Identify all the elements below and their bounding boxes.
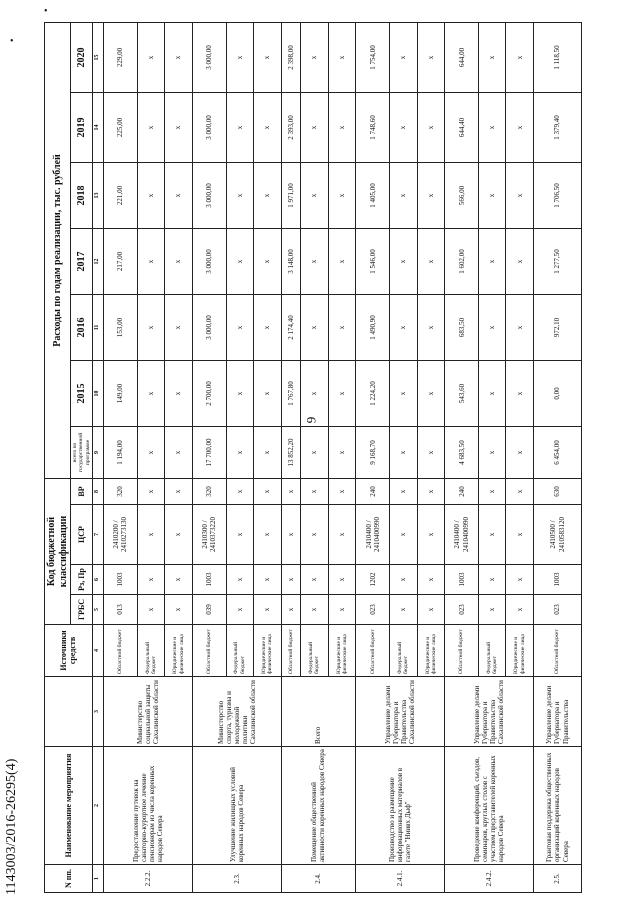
grbs-code: x — [506, 595, 534, 625]
row-number: 2.4.1. — [356, 865, 445, 893]
rzpr-code: x — [301, 565, 329, 595]
total-value: x — [165, 426, 193, 478]
vr-code: 630 — [534, 478, 582, 504]
column-number: 9 — [92, 426, 103, 478]
total-value: 9 168,70 — [356, 426, 390, 478]
column-number: 12 — [92, 228, 103, 294]
rzpr-code: x — [254, 565, 282, 595]
activity-name: Производство и размещение информационных материалов в газете "Ниивх Дыф" — [356, 747, 445, 865]
grbs-code: x — [328, 595, 356, 625]
header-rzpr: Рз, Пр — [71, 565, 93, 595]
header-expenses: Расходы по годам реализации, тыс. рублей — [45, 22, 71, 478]
total-value: 6 454,00 — [534, 426, 582, 478]
year-value: x — [417, 92, 445, 162]
total-value: x — [506, 426, 534, 478]
rzpr-code: x — [417, 565, 445, 595]
total-value: 1 194,00 — [103, 426, 137, 478]
csr-code: x — [506, 505, 534, 565]
table-row — [281, 22, 301, 892]
year-value: x — [165, 162, 193, 228]
header-grbs: ГРБС — [71, 595, 93, 625]
column-number: 13 — [92, 162, 103, 228]
executor: Управление делами Губернатора и Правительства Сахалинской области — [356, 677, 445, 747]
vr-code: 240 — [356, 478, 390, 504]
header-year: 2020 — [71, 22, 93, 92]
year-value: 1 490,90 — [356, 294, 390, 360]
executor: Управление делами Губернатора и Правительства Сахалинской области — [445, 677, 534, 747]
year-value: x — [506, 228, 534, 294]
grbs-code: 023 — [356, 595, 390, 625]
year-value: x — [226, 294, 254, 360]
csr-code: x — [301, 505, 329, 565]
year-value: 221,00 — [103, 162, 137, 228]
year-value: 644,00 — [445, 22, 479, 92]
grbs-code: x — [301, 595, 329, 625]
header-vr: ВР — [71, 478, 93, 504]
year-value: x — [137, 228, 165, 294]
column-number: 5 — [92, 595, 103, 625]
grbs-code: 023 — [445, 595, 479, 625]
year-value: 217,00 — [103, 228, 137, 294]
activity-name: Предоставление путевок на санаторно-курортное лечение пенсионерам из числа коренных народов Севера — [103, 747, 192, 865]
year-value: 2 174,40 — [281, 294, 301, 360]
row-number: 2.4.2. — [445, 865, 534, 893]
vr-code: x — [281, 478, 301, 504]
total-value: x — [390, 426, 418, 478]
year-value: 1 767,80 — [281, 360, 301, 426]
year-value: x — [506, 294, 534, 360]
total-value: x — [226, 426, 254, 478]
csr-code: x — [478, 505, 506, 565]
rzpr-code: x — [328, 565, 356, 595]
funding-source: Областной бюджет — [356, 625, 390, 677]
header-year: 2018 — [71, 162, 93, 228]
total-value: x — [417, 426, 445, 478]
vr-code: 240 — [445, 478, 479, 504]
year-value: 3 000,00 — [192, 92, 226, 162]
grbs-code: x — [137, 595, 165, 625]
year-value: x — [137, 92, 165, 162]
header-year: 2019 — [71, 92, 93, 162]
year-value: x — [417, 294, 445, 360]
year-value: 225,00 — [103, 92, 137, 162]
year-value: x — [254, 228, 282, 294]
header-num: N пп. — [45, 865, 93, 893]
csr-code: 2410400 / 2410400990 — [445, 505, 479, 565]
grbs-code: 013 — [103, 595, 137, 625]
year-value: x — [417, 228, 445, 294]
year-value: x — [301, 22, 329, 92]
year-value: x — [390, 22, 418, 92]
funding-source: Федеральный бюджет — [301, 625, 329, 677]
funding-source: Областной бюджет — [192, 625, 226, 677]
header-name: Наименование мероприятия — [45, 747, 93, 865]
column-number: 7 — [92, 505, 103, 565]
funding-source: Федеральный бюджет — [226, 625, 254, 677]
scan-mark: • — [10, 36, 14, 47]
year-value: x — [301, 228, 329, 294]
csr-code: x — [328, 505, 356, 565]
year-value: 149,00 — [103, 360, 137, 426]
grbs-code: x — [226, 595, 254, 625]
scan-mark: • — [44, 6, 48, 17]
csr-code: 2410400 / 2410400990 — [356, 505, 390, 565]
activity-name: Проведение конференций, съездов, семинаров, круглых столов с участием представителей коренных народов Севера — [445, 747, 534, 865]
funding-source: Федеральный бюджет — [478, 625, 506, 677]
year-value: 3 000,00 — [192, 228, 226, 294]
csr-code: 2410500 / 2410583120 — [534, 505, 582, 565]
rzpr-code: x — [390, 565, 418, 595]
year-value: x — [328, 92, 356, 162]
total-value: 13 852,20 — [281, 426, 301, 478]
grbs-code: x — [281, 595, 301, 625]
year-value: x — [226, 360, 254, 426]
year-value: x — [417, 22, 445, 92]
rzpr-code: 1003 — [103, 565, 137, 595]
grbs-code: x — [417, 595, 445, 625]
column-number: 4 — [92, 625, 103, 677]
vr-code: x — [254, 478, 282, 504]
total-value: x — [301, 426, 329, 478]
year-value: 3 148,00 — [281, 228, 301, 294]
year-value: x — [226, 228, 254, 294]
year-value: 1 754,00 — [356, 22, 390, 92]
grbs-code: 039 — [192, 595, 226, 625]
header-csr: ЦСР — [71, 505, 93, 565]
csr-code: x — [390, 505, 418, 565]
column-number: 10 — [92, 360, 103, 426]
vr-code: x — [390, 478, 418, 504]
csr-code: x — [281, 505, 301, 565]
header-total: всего по государственной программе — [71, 426, 93, 478]
column-number: 1 — [92, 865, 103, 893]
year-value: x — [506, 360, 534, 426]
column-number: 14 — [92, 92, 103, 162]
year-value: x — [165, 294, 193, 360]
year-value: x — [328, 162, 356, 228]
activity-name: Грантовая поддержка общественных организаций коренных народов Севера — [534, 747, 582, 865]
year-value: 1 118,50 — [534, 22, 582, 92]
vr-code: x — [417, 478, 445, 504]
funding-source: Юридические и физические лица — [328, 625, 356, 677]
year-value: x — [226, 92, 254, 162]
year-value: 153,00 — [103, 294, 137, 360]
csr-code: x — [226, 505, 254, 565]
year-value: 229,00 — [103, 22, 137, 92]
year-value: x — [226, 22, 254, 92]
year-value: x — [478, 360, 506, 426]
csr-code: 2410200 / 2410273130 — [103, 505, 137, 565]
year-value: x — [137, 162, 165, 228]
vr-code: 320 — [103, 478, 137, 504]
year-value: 543,60 — [445, 360, 479, 426]
year-value: x — [328, 360, 356, 426]
rzpr-code: x — [506, 565, 534, 595]
year-value: x — [254, 360, 282, 426]
year-value: 0,00 — [534, 360, 582, 426]
year-value: x — [506, 22, 534, 92]
activity-name: Улучшение жилищных условий коренных народов Севера — [192, 747, 281, 865]
table-row — [103, 22, 137, 892]
year-value: x — [506, 162, 534, 228]
column-number: 15 — [92, 22, 103, 92]
vr-code: x — [301, 478, 329, 504]
rzpr-code: 1003 — [534, 565, 582, 595]
year-value: x — [254, 294, 282, 360]
year-value: 2 393,00 — [281, 92, 301, 162]
row-number: 2.2.2. — [103, 865, 192, 893]
vr-code: x — [478, 478, 506, 504]
funding-source: Областной бюджет — [281, 625, 301, 677]
column-number: 8 — [92, 478, 103, 504]
year-value: 3 000,00 — [192, 162, 226, 228]
rzpr-code: x — [165, 565, 193, 595]
vr-code: x — [328, 478, 356, 504]
vr-code: x — [506, 478, 534, 504]
year-value: x — [417, 360, 445, 426]
year-value: x — [165, 92, 193, 162]
year-value: 2 700,00 — [192, 360, 226, 426]
grbs-code: x — [390, 595, 418, 625]
header-year: 2016 — [71, 294, 93, 360]
page-number: 9 — [303, 416, 319, 424]
rzpr-code: x — [281, 565, 301, 595]
year-value: x — [165, 228, 193, 294]
year-value: x — [165, 360, 193, 426]
year-value: 1 405,00 — [356, 162, 390, 228]
year-value: 644,40 — [445, 92, 479, 162]
header-source: Источники средств — [45, 625, 93, 677]
funding-source: Федеральный бюджет — [137, 625, 165, 677]
rzpr-code: x — [226, 565, 254, 595]
executor: Министерство спорта, туризма и молодежной политики Сахалинской области — [192, 677, 281, 747]
year-value: x — [301, 294, 329, 360]
grbs-code: 023 — [534, 595, 582, 625]
year-value: 683,50 — [445, 294, 479, 360]
csr-code: x — [417, 505, 445, 565]
table-row — [445, 22, 479, 892]
csr-code: x — [254, 505, 282, 565]
column-number: 6 — [92, 565, 103, 595]
rzpr-code: 1003 — [445, 565, 479, 595]
year-value: 1 224,20 — [356, 360, 390, 426]
year-value: x — [478, 294, 506, 360]
funding-source: Юридические и физические лица — [417, 625, 445, 677]
funding-source: Федеральный бюджет — [390, 625, 418, 677]
year-value: 566,00 — [445, 162, 479, 228]
header-year: 2017 — [71, 228, 93, 294]
year-value: 1 277,50 — [534, 228, 582, 294]
rzpr-code: 1003 — [192, 565, 226, 595]
year-value: 972,10 — [534, 294, 582, 360]
year-value: 1 602,00 — [445, 228, 479, 294]
year-value: x — [137, 360, 165, 426]
year-value: x — [478, 92, 506, 162]
year-value: x — [506, 92, 534, 162]
year-value: x — [390, 360, 418, 426]
year-value: 1 971,00 — [281, 162, 301, 228]
year-value: x — [137, 22, 165, 92]
column-number: 11 — [92, 294, 103, 360]
year-value: x — [390, 228, 418, 294]
year-value: x — [478, 162, 506, 228]
year-value: x — [301, 92, 329, 162]
year-value: x — [390, 92, 418, 162]
year-value: 1 546,00 — [356, 228, 390, 294]
vr-code: 320 — [192, 478, 226, 504]
row-number: 2.3. — [192, 865, 281, 893]
year-value: x — [478, 228, 506, 294]
budget-table — [44, 22, 582, 893]
table-body — [103, 22, 581, 892]
total-value: x — [478, 426, 506, 478]
grbs-code: x — [478, 595, 506, 625]
year-value: x — [254, 92, 282, 162]
header-year: 2015 — [71, 360, 93, 426]
document-code: 1143003/2016-26295(4) — [4, 758, 19, 895]
csr-code: x — [137, 505, 165, 565]
rotated-table-page — [44, 23, 582, 893]
activity-name: Помещение общественной активности коренных народов Севера — [281, 747, 356, 865]
row-number: 2.5. — [534, 865, 582, 893]
year-value: x — [328, 228, 356, 294]
year-value: x — [254, 22, 282, 92]
total-value: x — [137, 426, 165, 478]
year-value: 3 000,00 — [192, 294, 226, 360]
table-row — [192, 22, 226, 892]
year-value: x — [417, 162, 445, 228]
grbs-code: x — [254, 595, 282, 625]
total-value: 4 683,50 — [445, 426, 479, 478]
year-value: x — [301, 162, 329, 228]
header-budget-class: Код бюджетной классификации — [45, 478, 71, 624]
funding-source: Областной бюджет — [103, 625, 137, 677]
vr-code: x — [137, 478, 165, 504]
year-value: x — [254, 162, 282, 228]
year-value: 1 379,40 — [534, 92, 582, 162]
funding-source: Областной бюджет — [534, 625, 582, 677]
csr-code: 2410300 / 2410373220 — [192, 505, 226, 565]
year-value: x — [226, 162, 254, 228]
total-value: 17 700,00 — [192, 426, 226, 478]
funding-source: Юридические и физические лица — [506, 625, 534, 677]
header-exec — [45, 677, 93, 747]
total-value: x — [328, 426, 356, 478]
year-value: x — [165, 22, 193, 92]
year-value: x — [328, 22, 356, 92]
rzpr-code: 1202 — [356, 565, 390, 595]
vr-code: x — [226, 478, 254, 504]
total-value: x — [254, 426, 282, 478]
year-value: x — [390, 162, 418, 228]
executor: Министерство социальной защиты Сахалинской области — [103, 677, 192, 747]
vr-code: x — [165, 478, 193, 504]
year-value: x — [301, 360, 329, 426]
year-value: x — [390, 294, 418, 360]
year-value: 3 000,00 — [192, 22, 226, 92]
table-row — [534, 22, 582, 892]
table-row — [356, 22, 390, 892]
rzpr-code: x — [137, 565, 165, 595]
funding-source: Юридические и физические лица — [254, 625, 282, 677]
year-value: 1 706,50 — [534, 162, 582, 228]
column-number: 3 — [92, 677, 103, 747]
year-value: 2 398,00 — [281, 22, 301, 92]
funding-source: Областной бюджет — [445, 625, 479, 677]
grbs-code: x — [165, 595, 193, 625]
column-number: 2 — [92, 747, 103, 865]
funding-source: Юридические и физические лица — [165, 625, 193, 677]
executor: Всего — [281, 677, 356, 747]
row-number: 2.4. — [281, 865, 356, 893]
rzpr-code: x — [478, 565, 506, 595]
csr-code: x — [165, 505, 193, 565]
year-value: 1 748,60 — [356, 92, 390, 162]
year-value: x — [478, 22, 506, 92]
year-value: x — [328, 294, 356, 360]
year-value: x — [137, 294, 165, 360]
executor: Управление делами Губернатора и Правительства — [534, 677, 582, 747]
